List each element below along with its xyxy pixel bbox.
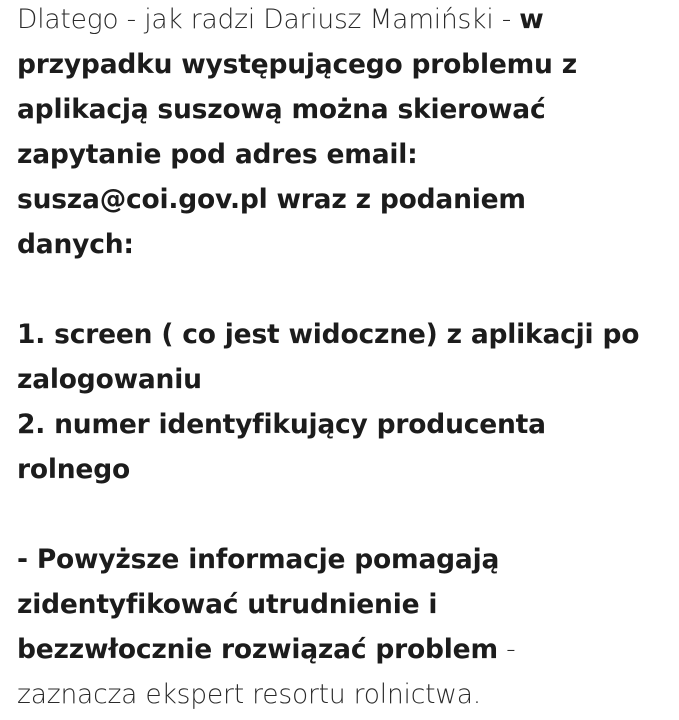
- intro-line: [17, 0, 667, 42]
- required-data-list: [17, 312, 667, 492]
- article-body: [17, 0, 667, 720]
- bold-line-email: susza@coi.gov.pl wraz z podaniem: [17, 184, 526, 215]
- bold-line: aplikacją suszową można skierować: [17, 94, 546, 125]
- list-item-1-continued: zalogowaniu: [17, 364, 202, 395]
- bold-line: danych:: [17, 229, 134, 260]
- quote-text: bezzwłocznie rozwiązać problem: [17, 634, 498, 665]
- quote-line: zidentyfikować utrudnienie i: [17, 589, 438, 620]
- list-item-2-continued: rolnego: [17, 454, 130, 485]
- intro-text: Dlatego - jak radzi Dariusz Mamiński -: [17, 4, 520, 35]
- paragraph-gap: [17, 270, 667, 315]
- attribution-line: zaznacza ekspert resortu rolnictwa.: [17, 679, 482, 710]
- list-item-1: 1. screen ( co jest widoczne) z aplikacji po: [17, 319, 640, 350]
- bold-line: przypadku występującego problemu z: [17, 49, 577, 80]
- list-item-2: 2. numer identyfikujący producenta: [17, 409, 546, 440]
- paragraph-contact-instructions: [17, 0, 667, 267]
- paragraph-quote: [17, 537, 667, 717]
- dash-text: -: [497, 634, 516, 665]
- paragraph-gap: [17, 495, 667, 540]
- quote-line-end: [17, 627, 667, 672]
- bold-line: zapytanie pod adres email:: [17, 139, 418, 170]
- quote-line: - Powyższe informacje pomagają: [17, 544, 500, 575]
- bold-text: w: [519, 4, 544, 35]
